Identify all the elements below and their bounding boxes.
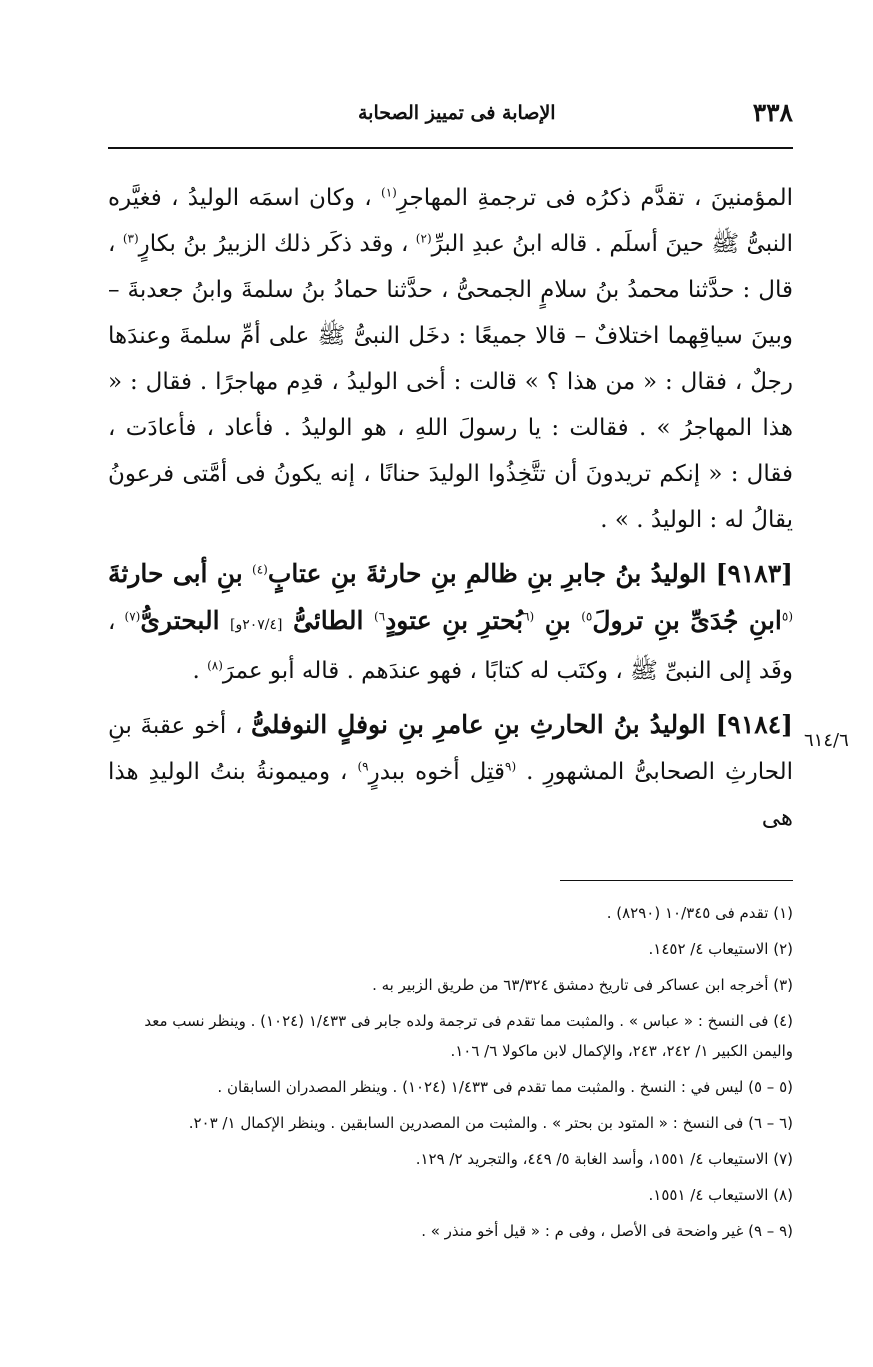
main-text	[108, 175, 793, 841]
entry-9183	[108, 551, 793, 694]
footnote: (٢) الاستيعاب ٤/ ١٤٥٢.	[648, 940, 793, 958]
entry-heading: [٩١٨٤] الوليدُ بنُ الحارثِ بنِ عامرِ بنِ نوفلٍ النوفلىُّ	[251, 710, 793, 739]
footnote: (٧) الاستيعاب ٤/ ١٥٥١، وأسد الغابة ٥/ ٤٤٩، والتجريد ٢/ ١٢٩.	[415, 1150, 793, 1168]
text-run: .	[192, 658, 208, 684]
entry-heading: ابنِ جُدَىِّ بنِ ترولَ	[592, 606, 782, 635]
entry-heading: بنِ	[534, 606, 582, 635]
text-run: ، أخو عقبةَ بنِ الحارثِ الصحابىُّ المشهورِ .	[108, 713, 794, 785]
text-run: ، وقد ذكَر ذلك الزبيرُ بنُ بكارٍ	[138, 231, 416, 257]
manuscript-ref: [٢٠٧/٤و]	[230, 617, 283, 633]
footnote-ref: (٧)	[124, 609, 141, 624]
footnote-ref: ٥)	[581, 609, 593, 624]
text-run: ، وكان اسمَه الوليدُ ، فغيَّره النبىُّ ﷺ حينَ أسلَم . قاله ابنُ عبدِ البرِّ	[108, 185, 793, 257]
footnote-ref: (٤)	[252, 562, 268, 577]
entry-heading: البحترىُّ	[140, 606, 231, 635]
paragraph-continuation	[108, 175, 793, 543]
footnote-ref: (٥	[781, 609, 794, 624]
page-number: ٣٣٨	[752, 98, 793, 127]
entry-9184	[108, 702, 793, 841]
footnote-ref: (٢)	[415, 231, 432, 246]
footnote: (٣) أخرجه ابن عساكر فى تاريخ دمشق ٦٣/٣٢٤ من طريق الزبير به .	[372, 976, 793, 994]
margin-page-ref: ٦١٤/٦	[804, 730, 849, 751]
text-run: ، وفَد إلى النبىِّ ﷺ ، وكتَب له كتابًا ، فهو عندَهم . قاله أبو عمرَ	[108, 609, 793, 684]
footnote: (١) تقدم فى ١٠/٣٤٥ (٨٢٩٠) .	[606, 904, 793, 922]
footnote: (٩ – ٩) غير واضحة فى الأصل ، وفى م : « قيل أخو منذر » .	[421, 1222, 793, 1240]
footnotes	[108, 898, 793, 1252]
footnote-ref: (٩	[505, 759, 517, 774]
footnote: (٨) الاستيعاب ٤/ ١٥٥١.	[648, 1186, 793, 1204]
footnote: (٥ – ٥) ليس في : النسخ . والمثبت مما تقدم فى ١/٤٣٣ (١٠٢٤) . وينظر المصدران السابقان .	[217, 1078, 793, 1096]
footnote-ref: (٣)	[122, 231, 139, 246]
footnote: (٦ – ٦) فى النسخ : « المتود بن بحتر » . والمثبت من المصدرين السابقين . وينظر الإكمال ١/ ٢٠٣.	[188, 1114, 793, 1132]
text-run: المؤمنينَ ، تقدَّم ذكرُه فى ترجمةِ المهاجرِ	[396, 185, 793, 211]
text-run: ، قال : حدَّثنا محمدُ بنُ سلامٍ الجمحىُّ ، حدَّثنا حمادُ بنُ سلمةَ وابنُ جعدبةَ – وبينَ سياقِهما اختلافٌ – قالا جميعًا : دخَل النبىُّ ﷺ على أمِّ سلمةَ وعندَها رجلٌ ، فقال : « من هذا ؟ » قالت : أخى الوليدُ ، قدِم مهاجرًا . فقال : « هذا المهاجرُ » . فقالت : يا رسولَ اللهِ ، هو الوليدُ . فأعاد ، فأعادَت ، فقال : « إنكم تريدونَ أن تتَّخِذُوا الوليدَ حنانًا ، إنه يكونُ فى أمَّتى فرعونُ يقالُ له : الوليدُ . » .	[108, 231, 793, 533]
footnote-rule	[560, 880, 793, 881]
entry-heading: الطائىُّ	[282, 606, 374, 635]
footnote-ref: ٦)	[374, 609, 386, 624]
entry-heading: بُحترِ بنِ عتودٍ	[385, 606, 524, 635]
footnote-ref: (٨)	[207, 658, 223, 673]
entry-heading: [٩١٨٣] الوليدُ بنُ جابرِ بنِ ظالمِ بنِ حارثةَ بنِ عتابٍ	[267, 559, 793, 588]
footnote-ref: (٦	[523, 609, 535, 624]
header-rule	[108, 147, 793, 149]
footnote-ref: (١)	[381, 185, 397, 200]
entry-heading: بنِ أبى حارثةَ	[108, 559, 253, 588]
running-title: الإصابة فى تمييز الصحابة	[358, 102, 556, 124]
footnote-ref: ٩)	[357, 759, 369, 774]
text-run: ، وميمونةُ بنتُ الوليدِ هذا هى	[108, 759, 793, 831]
page-header	[108, 98, 793, 134]
footnote: (٤) فى النسخ : « عباس » . والمثبت مما تقدم فى ترجمة ولده جابر فى ١/٤٣٣ (١٠٢٤) . وينظر نسب معد واليمن الكبير ١/ ٢٤٢، ٢٤٣، والإكمال لابن ماكولا ٦/ ١٠٦.	[144, 1012, 793, 1060]
text-run: قتِل أخوه ببدرٍ	[368, 759, 506, 785]
